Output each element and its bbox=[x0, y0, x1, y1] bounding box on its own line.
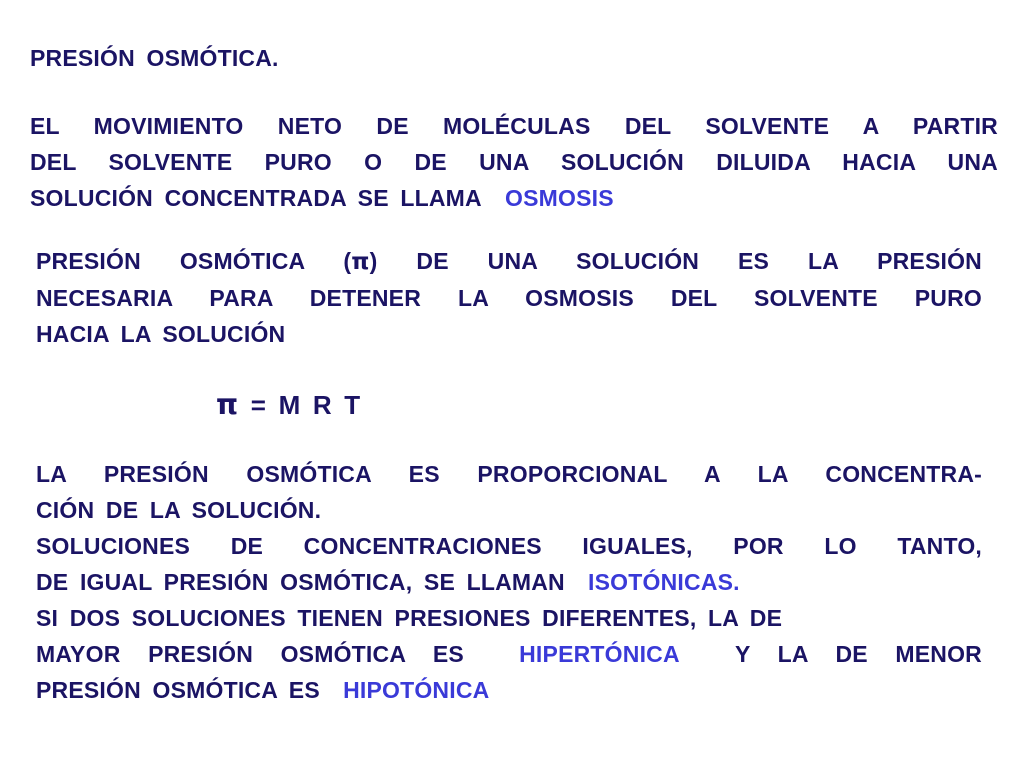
osmotic-pressure-formula bbox=[216, 387, 360, 423]
pi-symbol: π bbox=[216, 388, 239, 421]
paragraph-line bbox=[36, 564, 982, 600]
pi-symbol: π bbox=[351, 249, 370, 275]
paragraph-line bbox=[36, 243, 982, 280]
paragraph-line bbox=[36, 672, 982, 708]
highlighted-term-hipotonica: HIPOTÓNICA bbox=[343, 677, 490, 703]
paragraph-line: LA PRESIÓN OSMÓTICA ES PROPORCIONAL A LA CONCENTRA- bbox=[36, 461, 982, 487]
tonicity-paragraph bbox=[36, 456, 982, 708]
paragraph-line-text: SOLUCIÓN CONCENTRADA SE LLAMA bbox=[30, 185, 482, 211]
osmotic-pressure-definition-paragraph bbox=[36, 243, 982, 352]
paragraph-line: SOLUCIONES DE CONCENTRACIONES IGUALES, POR LO TANTO, bbox=[36, 533, 982, 559]
paragraph-line bbox=[30, 180, 998, 216]
paragraph-line: SI DOS SOLUCIONES TIENEN PRESIONES DIFERENTES, LA DE bbox=[36, 605, 783, 631]
paragraph-line-text: MAYOR PRESIÓN OSMÓTICA ES bbox=[36, 641, 464, 667]
paragraph-line: NECESARIA PARA DETENER LA OSMOSIS DEL SOLVENTE PURO bbox=[36, 285, 982, 311]
formula-line bbox=[216, 387, 360, 423]
osmosis-definition-paragraph bbox=[30, 108, 998, 216]
slide-title bbox=[30, 40, 279, 76]
paragraph-line: CIÓN DE LA SOLUCIÓN. bbox=[36, 497, 322, 523]
paragraph-line-text: PRESIÓN OSMÓTICA ES bbox=[36, 677, 320, 703]
highlighted-term-osmosis: OSMOSIS bbox=[505, 185, 614, 211]
highlighted-term-isotonicas: ISOTÓNICAS. bbox=[588, 569, 740, 595]
paragraph-line-text: PRESIÓN OSMÓTICA ( bbox=[36, 248, 352, 274]
paragraph-line-text: Y LA DE MENOR bbox=[734, 641, 982, 667]
formula-expression: = M R T bbox=[250, 390, 361, 420]
paragraph-line: EL MOVIMIENTO NETO DE MOLÉCULAS DEL SOLVENTE A PARTIR bbox=[30, 113, 998, 139]
paragraph-line: HACIA LA SOLUCIÓN bbox=[36, 321, 286, 347]
paragraph-line: DEL SOLVENTE PURO O DE UNA SOLUCIÓN DILUIDA HACIA UNA bbox=[30, 149, 998, 175]
paragraph-line-text: DE IGUAL PRESIÓN OSMÓTICA, SE LLAMAN bbox=[36, 569, 565, 595]
paragraph-line bbox=[36, 636, 982, 672]
highlighted-term-hipertonica: HIPERTÓNICA bbox=[519, 641, 680, 667]
title-text: PRESIÓN OSMÓTICA. bbox=[30, 45, 279, 71]
paragraph-line-text: ) DE UNA SOLUCIÓN ES LA PRESIÓN bbox=[369, 248, 982, 274]
